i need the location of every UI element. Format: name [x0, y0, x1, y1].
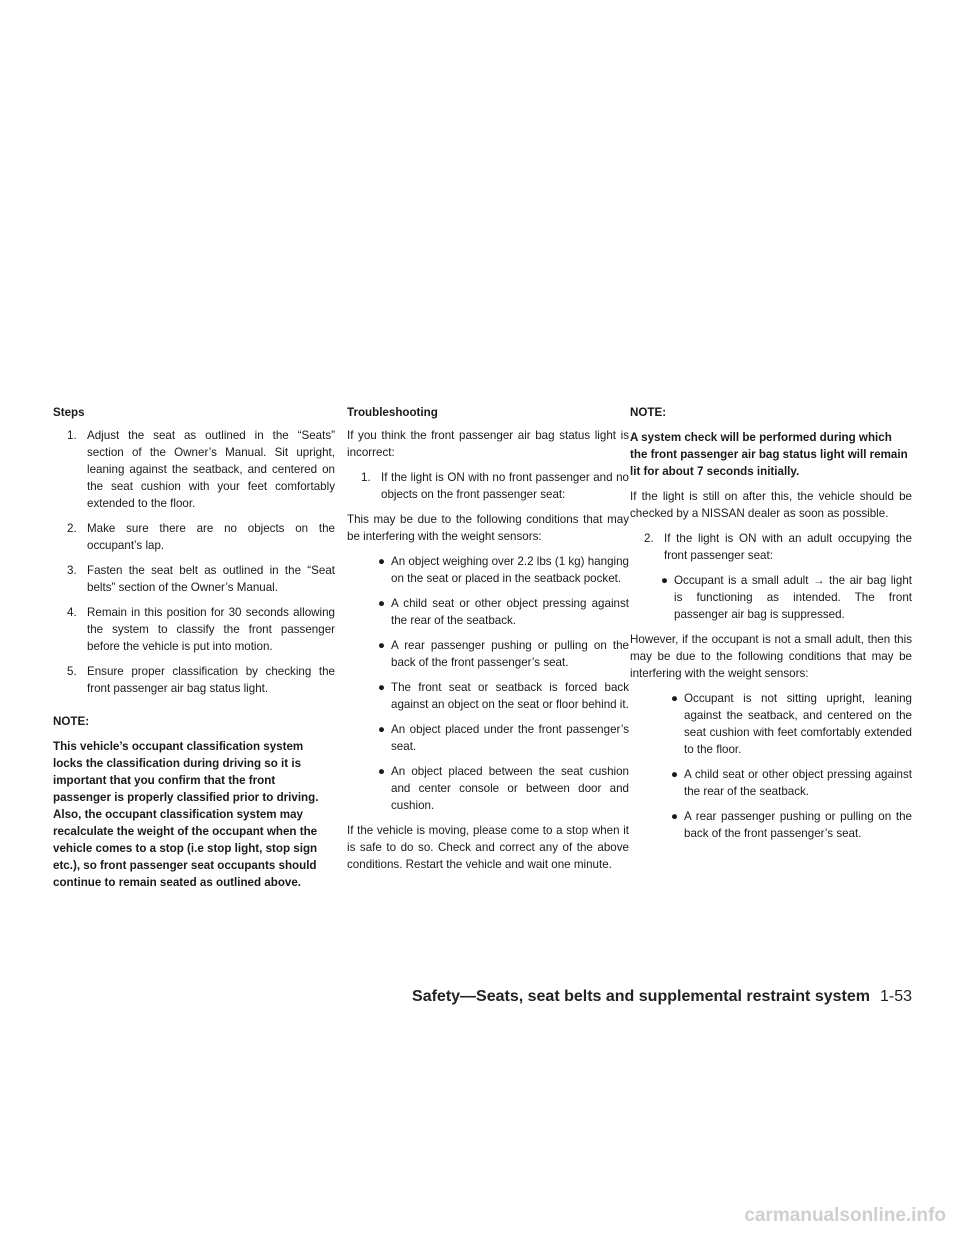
- list-item: [630, 572, 912, 623]
- bullet-icon: ●: [378, 723, 386, 736]
- bullet-icon: ●: [661, 574, 669, 587]
- closing-text: If the vehicle is moving, please come to a stop when it is safe to do so. Check and correct any of the above conditions. Restart the vehicle and wait one minute.: [347, 824, 629, 871]
- list-item: [640, 808, 912, 842]
- list-item-text: A child seat or other object pressing against the rear of the seatback.: [391, 597, 629, 627]
- step-number: 3.: [67, 564, 77, 577]
- bullet-icon: ●: [671, 692, 679, 705]
- bullet-icon: ●: [378, 597, 386, 610]
- list-item: [347, 553, 629, 587]
- note-label: NOTE:: [53, 715, 90, 728]
- step-text: Ensure proper classification by checking the front passenger air bag status light.: [87, 665, 335, 695]
- list-item-text: Occupant is not sitting upright, leaning against the seatback, and centered on the seat cushion with feet comfortably extended to the floor.: [684, 692, 912, 756]
- list-item-text: Occupant is a small adult → the air bag light is functioning as intended. The front passenger air bag is suppressed.: [674, 574, 912, 621]
- page-footer: [0, 988, 912, 1006]
- troubleshooting-intro: If you think the front passenger air bag status light is incorrect:: [347, 429, 629, 459]
- step-number: 2.: [67, 522, 77, 535]
- condition-number: 2.: [644, 532, 654, 545]
- list-item: [347, 679, 629, 713]
- small-adult-list: [630, 572, 912, 623]
- bullet-icon: ●: [671, 810, 679, 823]
- condition-text: If the light is ON with no front passenger and no objects on the front passenger seat:: [381, 471, 629, 501]
- bullet-icon: ●: [671, 768, 679, 781]
- bullet-icon: ●: [378, 555, 386, 568]
- condition-item: [630, 530, 912, 564]
- column-steps: [53, 404, 335, 899]
- step-number: 5.: [67, 665, 77, 678]
- step-item: [53, 604, 335, 655]
- bullet-icon: ●: [378, 765, 386, 778]
- step-number: 1.: [67, 429, 77, 442]
- cause-list: [630, 690, 912, 842]
- step-text: Remain in this position for 30 seconds allowing the system to classify the front passenger before the vehicle is put into motion.: [87, 606, 335, 653]
- step-item: [53, 663, 335, 697]
- however-text: However, if the occupant is not a small adult, then this may be due to the following conditions that may be interfering with the weight sensors:: [630, 633, 912, 680]
- list-item: [640, 766, 912, 800]
- step-text: Fasten the seat belt as outlined in the “Seat belts” section of the Owner’s Manual.: [87, 564, 335, 594]
- step-number: 4.: [67, 606, 77, 619]
- list-item-text: The front seat or seatback is forced back against an object on the seat or floor behind it.: [391, 681, 629, 711]
- list-item: [347, 721, 629, 755]
- list-item-text: A rear passenger pushing or pulling on the back of the front passenger’s seat.: [391, 639, 629, 669]
- list-item: [347, 595, 629, 629]
- condition-number: 1.: [361, 471, 371, 484]
- column-troubleshooting: [347, 404, 629, 881]
- bullet-icon: ●: [378, 681, 386, 694]
- troubleshooting-heading: Troubleshooting: [347, 406, 438, 419]
- cause-intro: This may be due to the following conditions that may be interfering with the weight sensors:: [347, 513, 629, 543]
- list-item-text: An object weighing over 2.2 lbs (1 kg) hanging on the seat or placed in the seatback pocket.: [391, 555, 629, 585]
- note-label: NOTE:: [630, 406, 667, 419]
- list-item-text: A rear passenger pushing or pulling on the back of the front passenger’s seat.: [684, 810, 912, 840]
- list-item-text: An object placed between the seat cushion and center console or between door and cushion.: [391, 765, 629, 812]
- page-number: 1-53: [879, 988, 912, 1005]
- cause-list: [347, 553, 629, 814]
- section-title: Safety—Seats, seat belts and supplemental restraint system: [412, 988, 870, 1005]
- steps-heading: Steps: [53, 406, 85, 419]
- note-text: A system check will be performed during which the front passenger air bag status light will remain lit for about 7 seconds initially.: [630, 431, 908, 478]
- watermark: carmanualsonline.info: [744, 1205, 946, 1226]
- condition-text: If the light is ON with an adult occupying the front passenger seat:: [664, 532, 912, 562]
- condition-item: [347, 469, 629, 503]
- list-item: [640, 690, 912, 758]
- step-text: Adjust the seat as outlined in the “Seats” section of the Owner’s Manual. Sit upright, leaning against the seatback, and centered on the seat cushion with your feet comfortably extended to the floor.: [87, 429, 335, 510]
- list-item: [347, 637, 629, 671]
- bullet-icon: ●: [378, 639, 386, 652]
- step-item: [53, 427, 335, 512]
- note-text: This vehicle’s occupant classification system locks the classification during driving so it is important that you confirm that the front passenger is properly classified prior to driving. Also, the occupant classification system may recalculate the weight of the occupant when the vehicle comes to a stop (i.e stop light, stop sign etc.), so front passenger seat occupants should continue to remain seated as outlined above.: [53, 740, 319, 889]
- step-item: [53, 520, 335, 554]
- step-text: Make sure there are no objects on the occupant’s lap.: [87, 522, 335, 552]
- list-item-text: An object placed under the front passenger’s seat.: [391, 723, 629, 753]
- dealer-text: If the light is still on after this, the vehicle should be checked by a NISSAN dealer as soon as possible.: [630, 490, 912, 520]
- list-item-text: A child seat or other object pressing against the rear of the seatback.: [684, 768, 912, 798]
- step-item: [53, 562, 335, 596]
- list-item: [347, 763, 629, 814]
- column-note: [630, 404, 912, 850]
